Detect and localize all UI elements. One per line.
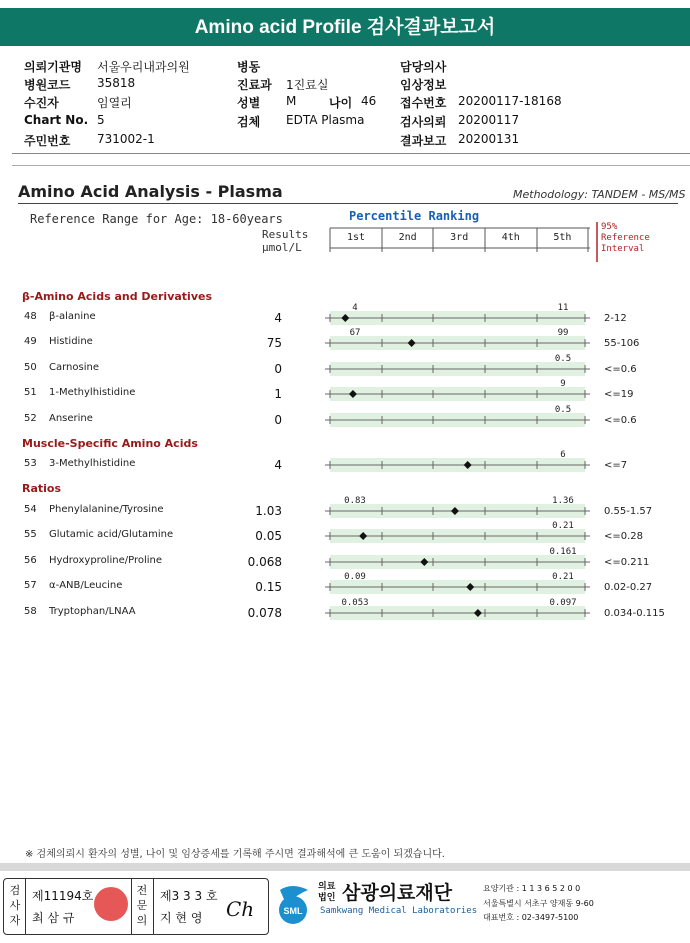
logo-prefix [318, 882, 335, 904]
interval-label-line: Interval [601, 244, 645, 254]
header-key: 주민번호 [24, 134, 71, 148]
header-key: 접수번호 [400, 96, 447, 110]
header-key: 검사의뢰 [400, 115, 447, 129]
row-number: 53 [24, 458, 37, 469]
header-value: 1진료실 [286, 78, 329, 92]
analyte-name: β-alanine [49, 311, 96, 322]
organization-name: 삼광의료재단 [342, 882, 453, 904]
analyte-name: 3-Methylhistidine [49, 458, 136, 469]
label-char: 사 [9, 899, 21, 912]
row-number: 50 [24, 362, 37, 373]
analyte-name: Anserine [49, 413, 93, 424]
row-number: 57 [24, 580, 37, 591]
analyte-name: Glutamic acid/Glutamine [49, 529, 174, 540]
label-char: 전 [136, 884, 148, 897]
logo-mark: SML [283, 906, 303, 916]
label-char: 자 [9, 914, 21, 927]
reference-interval: 55-106 [604, 338, 640, 349]
reference-interval: <=0.211 [604, 557, 650, 568]
label-char: 문 [136, 899, 148, 912]
row-number: 48 [24, 311, 37, 322]
row-number: 55 [24, 529, 37, 540]
header-value: 35818 [97, 76, 136, 90]
range-high-label: 9 [560, 379, 566, 389]
header-value: 20200131 [458, 132, 520, 146]
examiner-name: 최 삼 규 [32, 911, 75, 925]
reference-interval: <=19 [604, 389, 634, 400]
range-high-label: 0.097 [549, 598, 577, 608]
label-char: 의 [136, 914, 148, 927]
units-label: μmol/L [262, 241, 302, 254]
analyte-name: α-ANB/Leucine [49, 580, 123, 591]
specialist-license: 제3 3 3 호 [160, 889, 218, 903]
box-divider [25, 879, 26, 934]
range-low-label: 0.053 [341, 598, 369, 608]
reference-interval: <=0.6 [604, 415, 637, 426]
analysis-title: Amino Acid Analysis - Plasma [18, 182, 283, 201]
quintile-label: 5th [553, 232, 572, 243]
result-value: 1 [274, 387, 282, 401]
results-label: Results [262, 228, 309, 241]
header-value: 5 [97, 113, 105, 127]
footer-divider [0, 863, 690, 871]
sml-logo-icon [272, 880, 314, 926]
analyte-name: Hydroxyproline/Proline [49, 555, 163, 566]
reference-interval: <=7 [604, 460, 628, 471]
row-number: 51 [24, 387, 37, 398]
phone: 대표번호 : 02-3497-5100 [483, 913, 579, 922]
header-value: 20200117 [458, 113, 520, 127]
row-number: 52 [24, 413, 37, 424]
header-value: 서울우리내과의원 [97, 60, 190, 74]
range-high-label: 11 [557, 303, 569, 313]
box-divider [131, 879, 132, 934]
analyte-name: 1-Methylhistidine [49, 387, 136, 398]
quintile-label: 2nd [398, 232, 417, 243]
header-value: 20200117-18168 [458, 94, 562, 108]
footnote: ※ 검체의뢰시 환자의 성별, 나이 및 임상증세를 기록해 주시면 결과해석에 큰 도움이 되겠습니다. [25, 849, 445, 860]
result-value: 4 [274, 311, 282, 325]
range-high-label: 0.5 [554, 354, 572, 364]
specialist-name: 지 현 영 [160, 911, 203, 925]
range-high-label: 0.21 [552, 572, 574, 582]
quintile-label: 4th [501, 232, 520, 243]
analyte-name: Phenylalanine/Tyrosine [49, 504, 164, 515]
agency-code: 요양기관 : 1 1 3 6 5 2 0 0 [483, 884, 581, 893]
header-key: Chart No. [24, 113, 89, 127]
range-low-label: 4 [352, 303, 358, 313]
section-heading: β-Amino Acids and Derivatives [22, 290, 213, 303]
header-value: M [286, 94, 297, 108]
header-key: 임상정보 [400, 78, 447, 92]
result-value: 0.078 [247, 606, 282, 620]
header-key: 검체 [237, 115, 261, 129]
address: 서울특별시 서초구 양재동 9-60 [483, 899, 594, 908]
header-value: EDTA Plasma [286, 113, 365, 127]
seal-icon [94, 887, 128, 921]
analyte-name: Carnosine [49, 362, 99, 373]
reference-interval: <=0.28 [604, 531, 644, 542]
header-value: 46 [361, 94, 377, 108]
result-value: 0.15 [255, 580, 282, 594]
quintile-label: 3rd [450, 232, 469, 243]
header-key: 담당의사 [400, 60, 447, 74]
header-key: 병동 [237, 60, 261, 74]
header-key: 나이 [329, 96, 353, 110]
reference-interval: <=0.6 [604, 364, 637, 375]
reference-interval: 0.034-0.115 [604, 608, 665, 619]
signature-box [3, 878, 269, 935]
methodology: Methodology: TANDEM - MS/MS [513, 188, 686, 201]
examiner-label [8, 883, 22, 928]
header-key: 결과보고 [400, 134, 447, 148]
result-value: 0.068 [247, 555, 282, 569]
result-value: 0.05 [255, 529, 282, 543]
row-number: 56 [24, 555, 37, 566]
row-number: 54 [24, 504, 37, 515]
header-key: 병원코드 [24, 78, 71, 92]
signature: Ch [226, 897, 255, 921]
row-number: 49 [24, 336, 37, 347]
range-low-label: 0.09 [344, 572, 366, 582]
analyte-name: Tryptophan/LNAA [49, 606, 136, 617]
header-value: 731002-1 [97, 132, 155, 146]
prefix-line: 의료 [318, 882, 336, 892]
result-value: 4 [274, 458, 282, 472]
box-divider [153, 879, 154, 934]
section-heading: Ratios [22, 482, 62, 495]
organization-name-en: Samkwang Medical Laboratories [320, 906, 478, 916]
report-title: Amino acid Profile 검사결과보고서 [0, 8, 690, 46]
specialist-label [135, 883, 149, 928]
reference-range-label: Reference Range for Age: 18-60years [30, 212, 283, 226]
label-char: 검 [9, 884, 21, 897]
range-high-label: 0.5 [554, 405, 572, 415]
percentile-title: Percentile Ranking [349, 209, 480, 223]
row-number: 58 [24, 606, 37, 617]
quintile-label: 1st [346, 232, 366, 243]
range-high-label: 0.161 [549, 547, 577, 557]
header-key: 의뢰기관명 [24, 60, 82, 74]
examiner-license: 제11194호 [32, 889, 94, 903]
range-high-label: 6 [560, 450, 566, 460]
header-key: 진료과 [237, 78, 272, 92]
prefix-line: 법인 [318, 893, 336, 903]
header-key: 성별 [237, 96, 261, 110]
section-heading: Muscle-Specific Amino Acids [22, 437, 198, 450]
range-high-label: 0.21 [552, 521, 574, 531]
result-value: 0 [274, 413, 282, 427]
interval-label-line: 95% [601, 222, 618, 232]
result-value: 1.03 [255, 504, 282, 518]
result-value: 75 [266, 336, 282, 350]
reference-interval: 0.02-0.27 [604, 582, 653, 593]
interval-label-line: Reference [601, 233, 650, 243]
range-low-label: 0.83 [344, 496, 366, 506]
header-key: 수진자 [24, 96, 59, 110]
range-high-label: 99 [557, 328, 569, 338]
reference-interval: 2-12 [604, 313, 627, 324]
result-value: 0 [274, 362, 282, 376]
range-high-label: 1.36 [552, 496, 574, 506]
range-low-label: 67 [349, 328, 361, 338]
analyte-name: Histidine [49, 336, 93, 347]
header-value: 임열리 [97, 96, 132, 110]
reference-interval: 0.55-1.57 [604, 506, 653, 517]
